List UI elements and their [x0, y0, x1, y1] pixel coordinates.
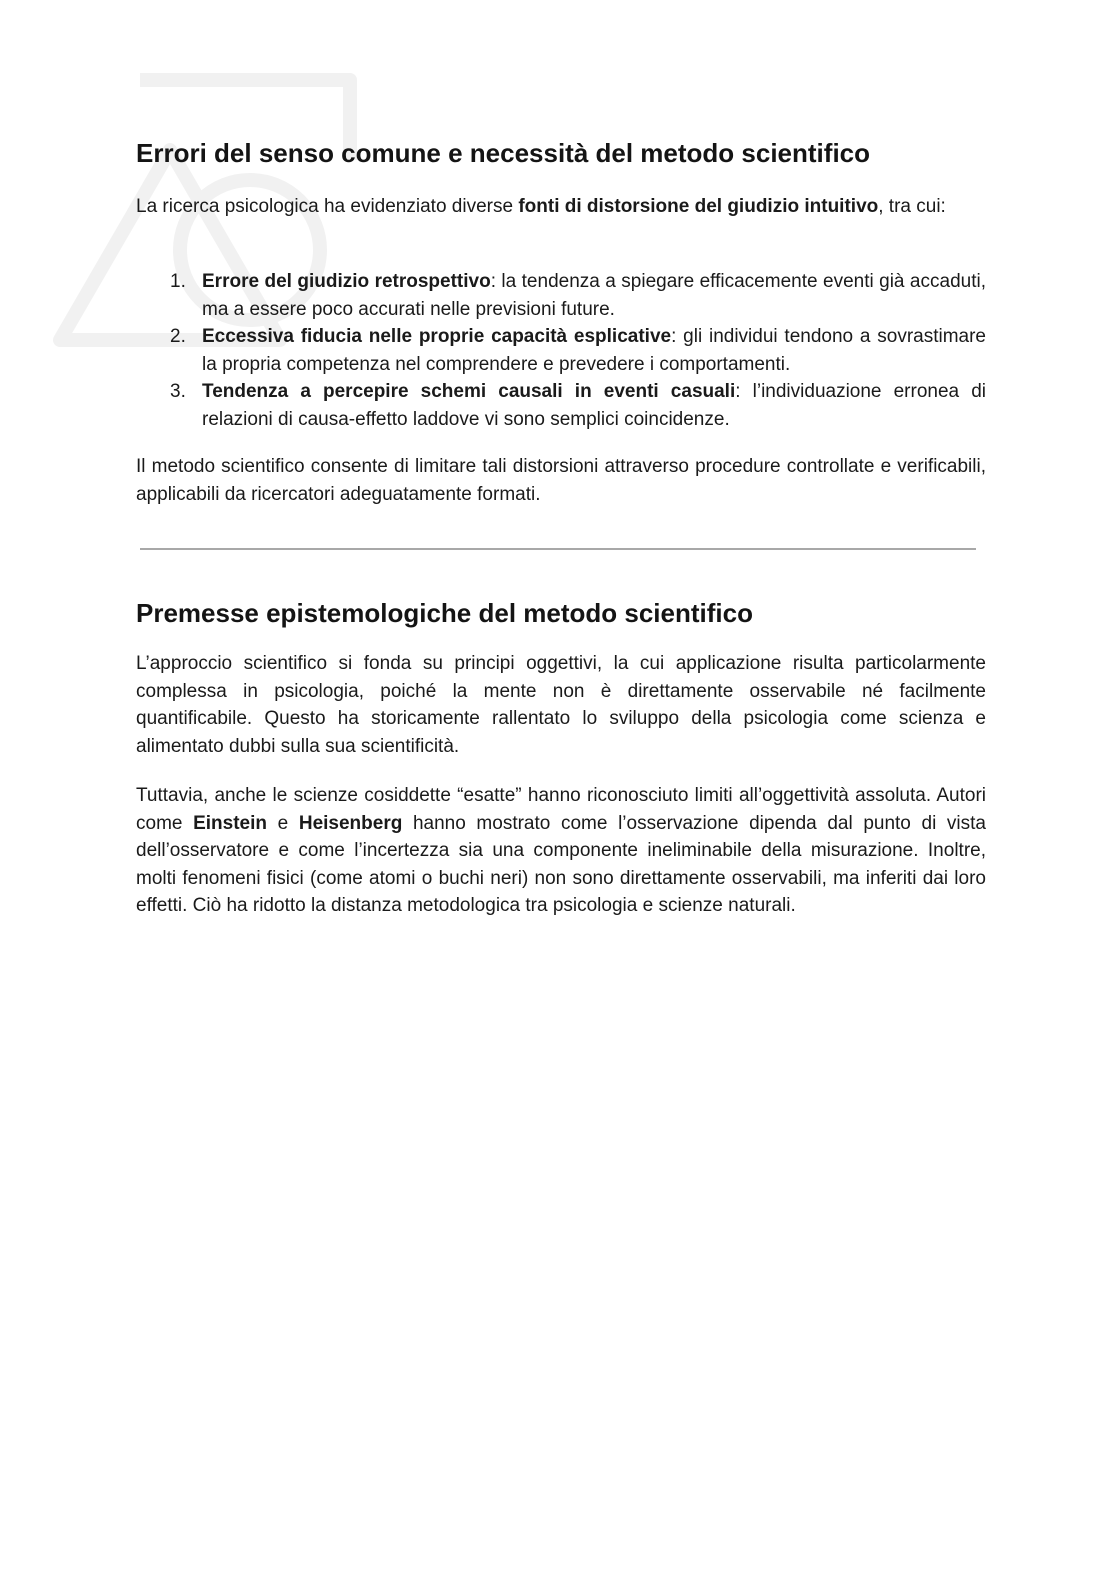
distortion-list — [136, 268, 986, 433]
conclusion-paragraph: Il metodo scientifico consente di limitare tali distorsioni attraverso procedure controllate e verificabili, applicabili da ricercatori adeguatamente formati. — [136, 456, 986, 505]
section-title-premesse: Premesse epistemologiche del metodo scientifico — [136, 598, 753, 628]
approccio-paragraph: L’approccio scientifico si fonda su principi oggettivi, la cui applicazione risulta particolarmente complessa in psicologia, poiché la mente non è direttamente osservabile né facilmente quantificabile. Questo ha storicamente rallentato lo sviluppo della psicologia come scienza e alimentato dubbi sulla sua scientificità. — [136, 653, 986, 757]
list-item: 1. Errore del giudizio retrospettivo: la tendenza a spiegare efficacemente eventi già accaduti, ma a essere poco accurati nelle previsioni future. — [170, 271, 986, 320]
tuttavia-paragraph: Tuttavia, anche le scienze cosiddette “esatte” hanno riconosciuto limiti all’oggettività assoluta. Autori come Einstein e Heisenberg hanno mostrato come l’osservazione dipenda dal punto di vista dell’osservatore e come l’incertezza sia una componente ineliminabile della misurazione. Inoltre, molti fenomeni fisici (come atomi o buchi neri) non sono direttamente osservabili, ma inferiti dai loro effetti. Ciò ha ridotto la distanza metodologica tra psicologia e scienze naturali. — [136, 785, 986, 916]
list-item: 3. Tendenza a percepire schemi causali in eventi casuali: l’individuazione erronea di relazioni di causa-effetto laddove vi sono semplici coincidenze. — [170, 381, 986, 430]
section-divider — [140, 548, 976, 550]
section-title-errori: Errori del senso comune e necessità del metodo scientifico — [136, 138, 871, 168]
list-item: 2. Eccessiva fiducia nelle proprie capacità esplicative: gli individui tendono a sovrastimare la propria competenza nel comprendere e prevedere i comportamenti. — [170, 326, 986, 375]
intro-paragraph: La ricerca psicologica ha evidenziato diverse fonti di distorsione del giudizio intuitivo, tra cui: — [136, 196, 946, 217]
